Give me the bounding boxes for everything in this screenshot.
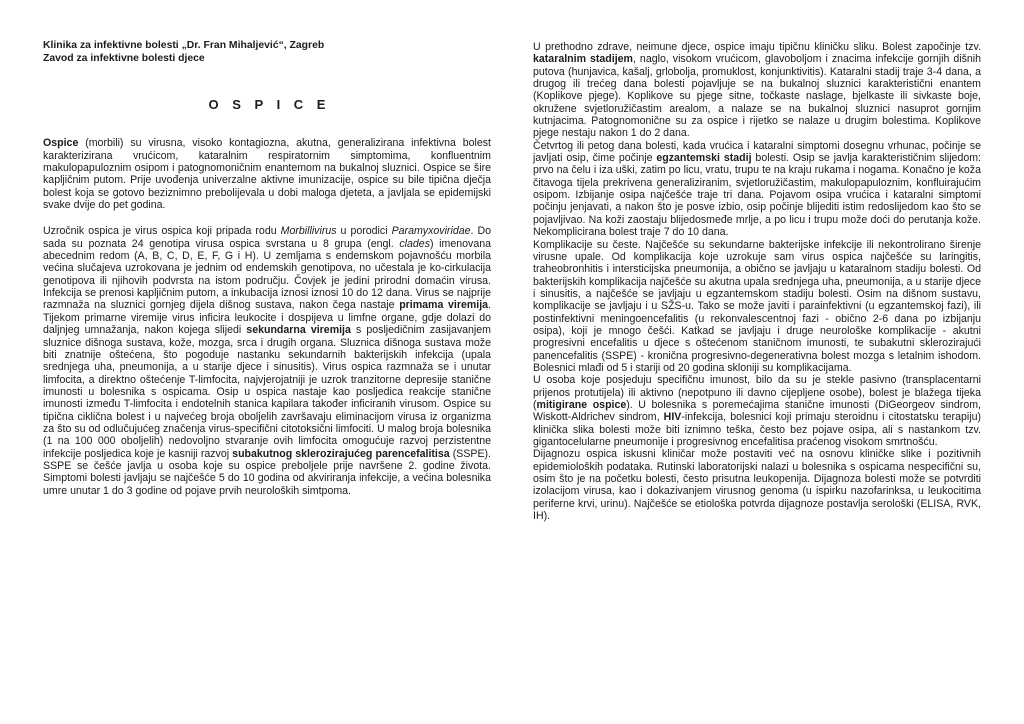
term-catarrhal-stage: kataralnim stadijem <box>533 53 633 66</box>
page-title: O S P I C E <box>208 97 331 112</box>
department-name: Zavod za infektivne bolesti djece <box>43 52 205 64</box>
exanthem-paragraph: Četvrtog ili petog dana bolesti, kada vrućica i kataralni simptomi dosegnu vrhunac, počinje se javljati osip, čime počinje egzantemski stadij bolesti. Osip se javlja karakterističnim slijedom: prvo na čelu i iza uški, zatim po licu, vratu, trupu te na kraju rukama i nogama. Konačno je koža čitavoga tijela prekrivena generaliziranim, svjetloružičastim, makulopapuloznim, konfluirajućim osipom. Izbijanje osipa najčešće traje tri dana. Pojavom osipa vrućica i kataralni simptomi počinju jenjavati, a nakon što je posve izbio, osip počinje blijediti istim redoslijedom kao što se pojavljivao. Na koži zaostaju blijedosmeđe mrlje, a po licu i trupu može doći do perutanja kože. Nekomplicirana bolest traje 7 do 10 dana. <box>533 139 981 239</box>
intro-paragraph: Ospice (morbili) su virusna, visoko kontagiozna, akutna, generalizirana infektivna bolest karakterizirana vrućicom, kataralnim respiratornim simptomima, konfluentnim makulopapuloznim osipom i patognomoničnim enantemom na bukalnoj sluznici. Ospice se šire kapljičnim putom. Prije uvođenja univerzalne aktivne imunizacije, ospice su bile tipična dječja bolest koja se gotovo beziznimno prebolijevala u dobi maloga djeteta, a javljala se epidemijski svake dvije do pet godina. <box>43 137 491 212</box>
term-primary-viremia: primama viremija <box>399 299 489 312</box>
etiology-paragraph: Uzročnik ospica je virus ospica koji pripada rodu Morbillivirus u porodici Paramyxoviridae. Do sada su poznata 24 genotipa virusa ospica svrstana u 8 grupa (engl. clades) imenovana abecednim redom (A, B, C, D, E, F, G i H). U zemljama s endemskom pojavnošću morbila većina slučajeva uzrokovana je jednim od endemskih genotipova, no učestala je ko-cirkulacija genotipova ili njihovih podvrsta na istom području. Čovjek je jedini prirodni domaćin virusa. Infekcija se prenosi kapljičnim putom, a inkubacija iznosi iznosi 10 do 12 dana. Virus se najprije razmnaža na sluznici gornjeg dijela dišnog sustava, nakon čega nastaje primama viremija. Tijekom primarne viremije virus inficira leukocite i dospijeva u limfne organe, gdje dolazi do daljnjeg umnažanja, nakon kojega slijedi sekundarna viremija s posljedičnim zasijavanjem sluznice dišnoga sustava, kože, mozga, srca i drugih organa. Sluznica dišnoga sustava može biti znatnije oštećena, što pogoduje nastanku sekundarnih bakterijskih infekcija (upala srednjega uha, pneumonija, a u starije djece i sinusitis). Virus ospica razmnaža se i unutar limfocita, a direktno oštećenje T-limfocita, najvjerojatniji je uzrok tranzitorne depresije stanične imunosti u bolesnika s ospicama. Osip u ospica nastaje kao posljedica reakcije stanične imunosti između T-limfocita i endotelnih stanica kapilara također inficiranih virusom. Ospice su tipična ciklična bolest i u najvećeg broja oboljelih završavaju eliminacijom virusa iz organizma za što su od odlučujućeg značenja virus-specifični citotoksični limfociti. U malog broja bolesnika (1 na 100 000 oboljelih) nedovoljno stvaranje ovih limfocita omogućuje razvoj perzistentne infekcije posljedica koje je kasniji razvoj subakutnog sklerozirajućeg parencefalitisa (SSPE). SSPE se češće javlja u osoba koje su ospice preboljele prije navršene 2. godine života. Simptomi bolesti javljaju se najčešće 5 do 10 godina od akviriranja infekcije, a većina bolesnika umre unutar 1 do 3 godine od pojave prvih neuroloških simtpoma. <box>43 225 492 497</box>
genus-name: Morbillivirus <box>280 225 337 238</box>
institution-name: Klinika za infektivne bolesti „Dr. Fran Mihaljević“, Zagreb <box>43 40 325 51</box>
term-hiv: HIV <box>663 411 682 424</box>
clinical-picture-paragraph: U prethodno zdrave, neimune djece, ospice imaju tipičnu kliničku sliku. Bolest započinje tzv. kataralnim stadijem, naglo, visokom vrućicom, glavoboljom i znacima infekcije gornjih dišnih putova (hunjavica, kašalj, grlobolja, promuklost, konjunktivitis). Kataralni stadij traje 3-4 dana, a drugog ili trećeg dana bolesti pojavljuje se na bukalnoj sluznici karakteristični enantem (Koplikove pjege). Koplikove su pjege sitne, točkaste naslage, bjelkaste ili sivkaste boje, okružene svjetloružičastim arealom, a nalaze se na bukalnoj sluznici nasuprot gornjim kutnjacima. Patognomonične su za ospice i rijetko se nalaze u drugim bolestima. Koplikove pjege nestaju nakon 1 do 2 dana. <box>533 41 982 140</box>
left-column <box>43 40 491 497</box>
complications-paragraph: Komplikacije su česte. Najčešće su sekundarne bakterijske infekcije ili nekontrolirano širenje virusne upale. Od komplikacija koje uzrokuje sam virus ospica najčešće su laringitis, traheobronhitis i intersticijska pneumonija, a obično se javljaju u kataralnom stadiju bolesti. Od bakterijskih komplikacija najčešće su akutna upala srednjega uha, pneumonija, a u starije djece i sinusitis, a najčešće se javljaju u egzantemskom stadiju bolesti. Osim na dišnom sustavu, komplikacije se javljaju i u SŽS-u. Tako se može javiti i parainfektivni (u egzantemskoj fazi), ili postinfektivni meningoencefalitis (u rekonvalescentnoj fazi - obično 2-6 dana po izbijanju osipa), koji je mnogo češći. Katkad se javljaju i druge neurološke komplikacije - akutni progresivni encefalitis u djece s oštećenom staničnom imunosti, te subakutni sklerozirajući panencefalitis (SSPE) - kronična progresivno-degenerativna bolest mozga s letalnim ishodom. Bolesnici mlađi od 5 i stariji od 20 godina skloniji su komplikacijama. <box>533 238 981 374</box>
family-name: Paramyxoviridae <box>391 225 471 238</box>
right-column <box>533 41 981 522</box>
term-ospice: Ospice <box>43 137 79 150</box>
immunity-paragraph: U osoba koje posjeduju specifičnu imunost, bilo da su je stekle pasivno (transplacentarni prijenos protutijela) ili aktivno (nepotpuno ili davno cijepljene osobe), bolest je blažega tijeka (mitigirane ospice). U bolesnika s poremećajima stanične imunosti (DiGeorgeov sindrom, Wiskott-Aldrichev sindrom, HIV-infekcija, bolesnici koji primaju steroidnu i citostatsku terapiju) klinička slika bolesti može biti iznimno teška, često bez pojave osipa, ali s nastankom tzv. gigantocelularne pneumonije i progresivnog encefalitisa praćenog visokom smrtnošću. <box>533 374 981 448</box>
term-secondary-viremia: sekundarna viremija <box>246 324 351 337</box>
term-mitigated-measles: mitigirane ospice <box>536 398 627 411</box>
diagnosis-paragraph: Dijagnozu ospica iskusni kliničar može postaviti već na osnovu kliničke slike i pozitivnih epidemioloških podataka. Rutinski laboratorijski nalazi u bolesnika s ospicama nespecifični su, osim što je na početku bolesti, često prisutna leukopenija. Dijagnoza bolesti može se potvrditi izolacijom virusa, kao i dokazivanjem virusnog genoma (u ispirku nazofarinksa, u leukocitima periferne krvi, urinu). Najčešće se etiološka potvrda dijagnoze postavlja serološki (ELISA, RVK, IH). <box>533 448 981 523</box>
term-exanthem-stage: egzantemski stadij <box>656 152 752 165</box>
term-sspe: subakutnog sklerozirajućeg parencefalitisa <box>232 447 450 460</box>
clades-term: clades <box>399 237 430 250</box>
